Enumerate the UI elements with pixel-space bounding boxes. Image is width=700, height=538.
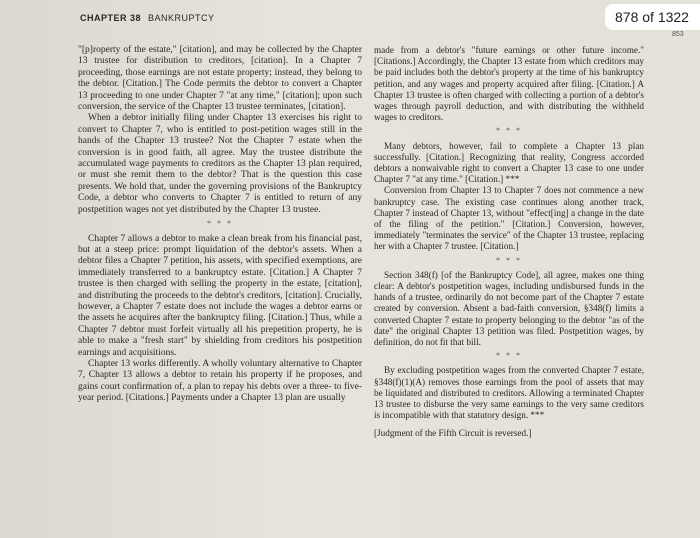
paragraph: Section 348(f) [of the Bankruptcy Code], all agree, makes one thing clear: A debtor's postpetition wages, including undisbursed funds in the hands of a trustee, ordinarily do not become part of the Chapter 7 estate created by conversion. Absent a bad-faith conversion, §348(f) limits a converted Chapter 7 estate to property belonging to the debtor "as of the date" the original Chapter 13 petition was filed. Postpetition wages, by definition, do not fit that bill. [374,269,644,348]
left-column [78,45,362,405]
paragraph: When a debtor initially filing under Chapter 13 exercises his right to convert to Chapter 7, who is entitled to post-petition wages still in the hands of the Chapter 13 trustee? Not the Chapter 7 estate when the conversion is in good faith, all agree. May the trustee distribute the accumulated wage payments to creditors as the Chapter 13 plan required, or must she remit them to the debtor? That is the question this case presents. We hold that, under the governing provisions of the Bankruptcy Code, a debtor who converts to Chapter 7 is entitled to return of any postpetition wages not yet distributed by the Chapter 13 trustee. [78,113,362,215]
section-break: * * * [496,126,522,136]
paragraph: [Judgment of the Fifth Circuit is reversed.] [374,427,532,438]
section-break: * * * [496,351,522,361]
paragraph: "[p]roperty of the estate," [citation], and may be collected by the Chapter 13 trustee for distribution to creditors, [citation]. In a Chapter 7 proceeding, those earnings are not estate property; instead, they belong to the debtor. [Citation.] The Code permits the debtor to convert a Chapter 13 proceeding to one under Chapter 7 "at any time," [citation]; upon such conversion, the service of the Chapter 13 trustee terminates, [citation]. [78,45,362,113]
page-counter-badge: 878 of 1322 [605,4,700,30]
paragraph: Many debtors, however, fail to complete a Chapter 13 plan successfully. [Citation.] Recognizing that reality, Congress accorded debtors a nonwaivable right to convert a Chapter 13 case to one under Chapter 7 "at any time." [Citation.] *** [374,140,644,185]
page-number: 853 [672,31,684,38]
section-break: * * * [496,255,522,265]
paragraph: Chapter 7 allows a debtor to make a clean break from his financial past, but at a steep price: prompt liquidation of the debtor's assets. When a debtor files a Chapter 7 petition, his assets, with specified exemptions, are immediately transferred to a bankruptcy estate. [Citation.] A Chapter 7 trustee is then charged with selling the property in the estate, [citation], and distributing the proceeds to the debtor's creditors, [citation]. Crucially, however, a Chapter 7 estate does not include the wages a debtor earns or the assets he acquires after the bankruptcy filing. [Citation.] Thus, while a Chapter 7 debtor must forfeit virtually all his prepetition property, he is able to make a "fresh start" by shielding from creditors his postpetition earnings and acquisitions. [78,233,362,358]
paragraph: Chapter 13 works differently. A wholly voluntary alternative to Chapter 7, Chapter 13 allows a debtor to retain his property if he proposes, and gains court confirmation of, a plan to repay his debts over a three- to five-year period. [Citations.] Payments under a Chapter 13 plan are usually [78,358,362,404]
section-break: * * * [207,219,233,229]
chapter-label: CHAPTER 38 [80,13,142,23]
running-header [80,13,215,23]
chapter-title: BANKRUPTCY [148,13,215,23]
paragraph: Conversion from Chapter 13 to Chapter 7 does not commence a new bankruptcy case. The existing case continues along another track, Chapter 7 instead of Chapter 13, without "effect[ing] a change in the date of the filing of the petition." [Citation.] Conversion, however, immediately "terminates the service" of the Chapter 13 trustee, replacing her with a Chapter 7 trustee. [Citation.] [374,185,644,252]
right-column [374,45,644,439]
paragraph: By excluding postpetition wages from the converted Chapter 7 estate, §348(f)(1)(A) removes those earnings from the pool of assets that may be liquidated and distributed to creditors. Allowing a terminated Chapter 13 trustee to disburse the very same earnings to the very same creditors is incompatible with that statutory design. *** [374,365,644,421]
paragraph: made from a debtor's "future earnings or other future income." [Citations.] Accordingly, the Chapter 13 estate from which creditors may be paid includes both the debtor's property at the time of his bankruptcy petition, and any wages and property acquired after filing. [Citation.] A Chapter 13 trustee is often charged with collecting a portion of a debtor's wages through payroll deduction, and with distributing the withheld wages to creditors. [374,45,644,123]
